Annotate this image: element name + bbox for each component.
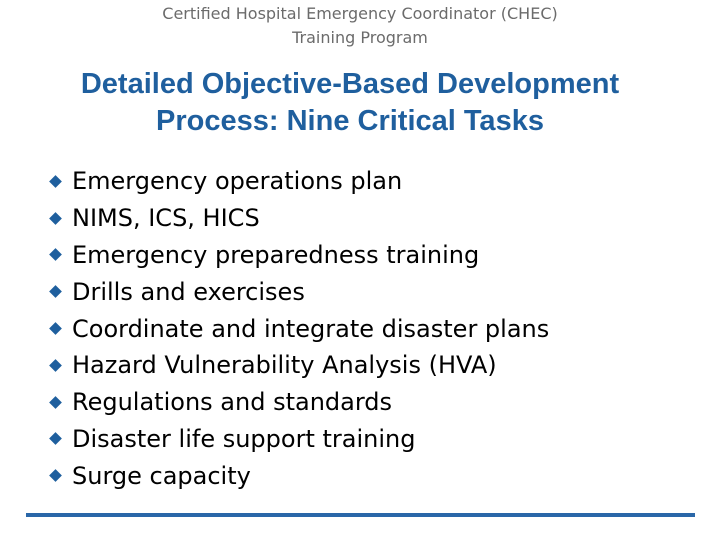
diamond-bullet-icon [49,212,62,225]
title-line-1: Detailed Objective-Based Development [80,68,620,100]
task-item [48,384,549,421]
task-item [48,273,549,310]
title-line-2: Process: Nine Critical Tasks [156,105,544,137]
header-line-2: Training Program [292,28,428,47]
diamond-bullet-icon [49,285,62,298]
footer-divider [26,513,695,517]
slide-title [0,66,700,140]
slide-header [0,2,720,50]
task-label: Emergency operations plan [72,167,403,196]
task-label: Drills and exercises [72,277,305,306]
task-item [48,347,549,384]
diamond-bullet-icon [49,249,62,262]
task-label: Coordinate and integrate disaster plans [72,314,550,343]
task-label: NIMS, ICS, HICS [72,204,260,233]
task-item [48,457,549,494]
diamond-bullet-icon [49,175,62,188]
diamond-bullet-icon [49,322,62,335]
task-item [48,237,549,274]
header-line-1: Certified Hospital Emergency Coordinator (CHEC) [162,4,558,23]
diamond-bullet-icon [49,469,62,482]
task-label: Disaster life support training [72,424,416,453]
diamond-bullet-icon [49,359,62,372]
task-item [48,200,549,237]
task-label: Surge capacity [72,461,251,490]
task-label: Hazard Vulnerability Analysis (HVA) [72,351,497,380]
task-list [48,163,549,494]
task-item [48,310,549,347]
diamond-bullet-icon [49,396,62,409]
task-label: Emergency preparedness training [72,240,480,269]
task-item [48,163,549,200]
diamond-bullet-icon [49,433,62,446]
task-item [48,421,549,458]
task-label: Regulations and standards [72,388,393,417]
